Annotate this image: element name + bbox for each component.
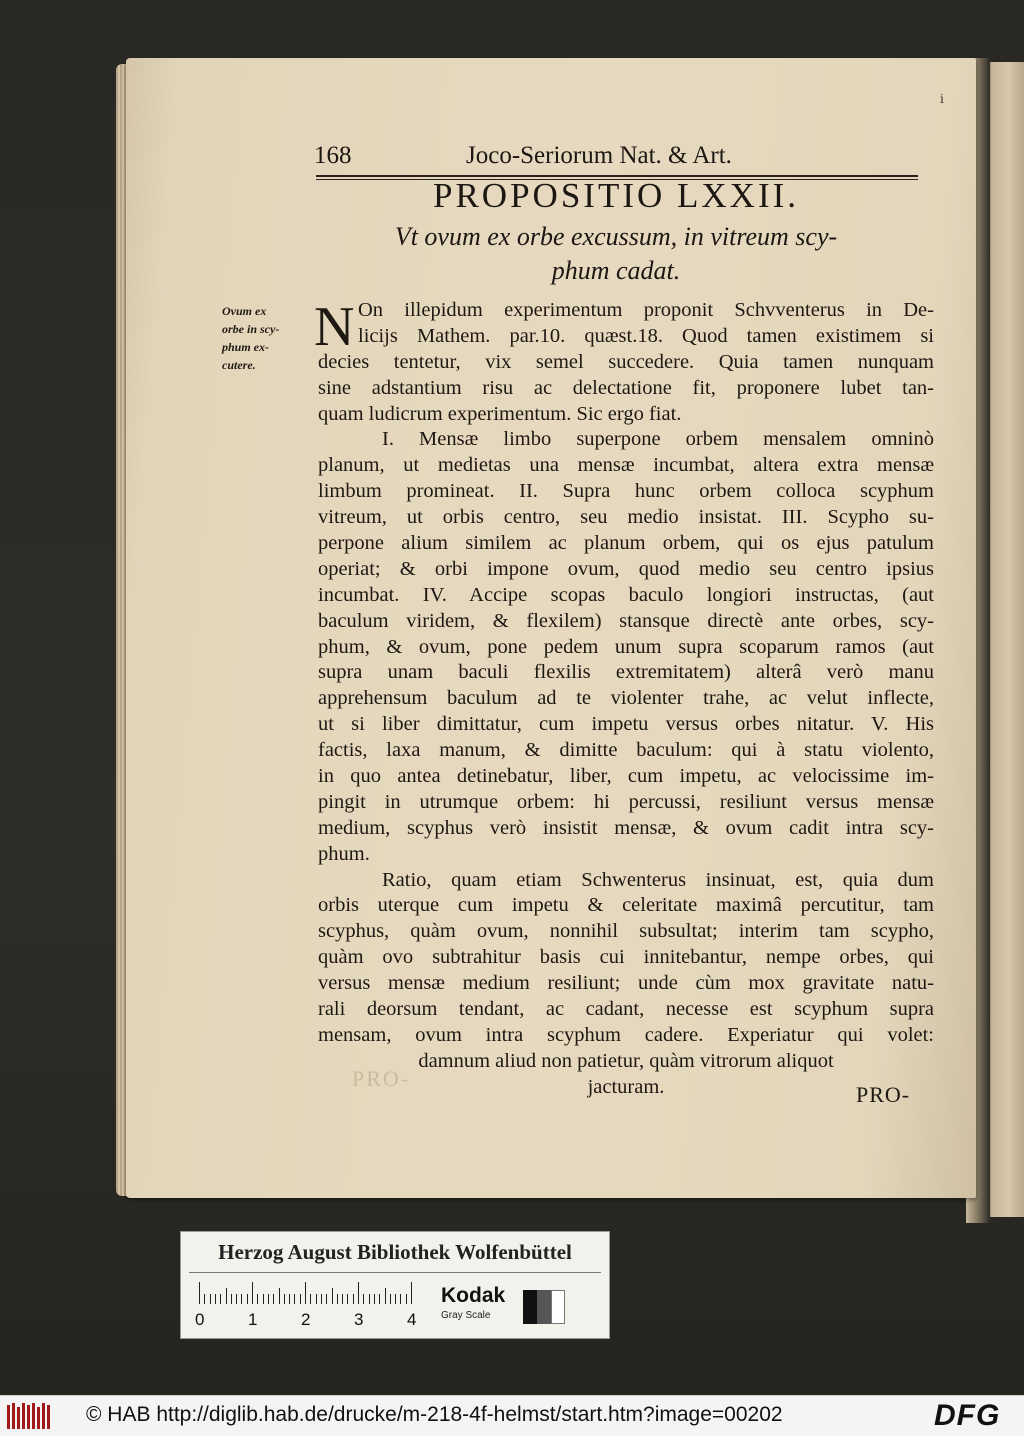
body-line: versus mensæ medium resiliunt; unde cùm mox gravitate natu- [318,972,934,995]
ruler-tick [332,1288,333,1304]
drop-capital: N [314,296,355,358]
body-line: incumbat. IV. Accipe scopas baculo longiori instructas, (aut [318,583,934,606]
body-line: ut si liber dimittatur, cum impetu versus orbes nitatur. V. His [318,713,934,736]
ruler-number: 2 [301,1310,311,1329]
facing-page-edge [985,62,1024,1217]
ruler-tick [395,1294,396,1304]
body-line: phum, & ovum, pone pedem unum supra scoparum ramos (aut [318,635,934,658]
library-color-card [180,1231,610,1339]
ruler-tick [257,1294,258,1304]
ruler-tick [241,1294,242,1304]
body-line: decies tentetur, vix semel succedere. Quia tamen nunquam [318,350,934,373]
running-title: Joco-Seriorum Nat. & Art. [466,142,732,169]
ruler-tick [210,1294,211,1304]
ruler-tick [379,1294,380,1304]
dfg-logo: DFG [934,1399,1001,1432]
body-line: mensam, ovum intra scyphum cadere. Experiatur qui volet: [318,1023,934,1046]
ruler-tick [326,1294,327,1304]
marginal-line: phum ex- [222,340,270,354]
hab-logo-icon [6,1401,52,1431]
ruler-number: 3 [354,1310,364,1329]
ruler-tick [321,1294,322,1304]
body-line: supra unam baculi flexilis extremitatem) alterâ verò manu [318,661,934,684]
ruler-tick [316,1294,317,1304]
ruler-number: 0 [195,1310,205,1329]
subtitle-line: phum cadat. [551,256,681,285]
body-line: On illepidum experimentum proponit Schvventerus in De- [358,299,934,321]
ruler-tick [220,1294,221,1304]
kodak-logo: Kodak [441,1284,506,1307]
ruler-tick [226,1288,227,1304]
gray-swatch-dark [537,1290,551,1324]
marginal-note [222,302,308,374]
ruler-tick [358,1282,359,1304]
ruler-tick [347,1294,348,1304]
ruler-tick [406,1294,407,1304]
show-through-text: PRO- [352,1066,411,1091]
ruler-tick [279,1288,280,1304]
ruler-tick [363,1294,364,1304]
ruler-tick [385,1288,386,1304]
ruler-tick [268,1294,269,1304]
body-line: quàm ovo subtrahitur basis cui innitebantur, nempe orbes, qui [318,946,934,969]
ruler-tick [284,1294,285,1304]
ruler-tick [305,1282,306,1304]
proposition-title: PROPOSITIO LXXII. [433,176,799,215]
ruler-tick [369,1294,370,1304]
gray-swatch-black [523,1290,537,1324]
ruler-tick [300,1294,301,1304]
ruler-number: 4 [407,1310,417,1329]
body-line: perpone alium similem ac planum orbem, qui os ejus patulum [318,532,934,555]
catchword: PRO- [856,1082,911,1107]
scale-ruler [193,1280,595,1330]
ruler-tick [411,1282,412,1304]
body-line: apprehensum baculum ad te violenter trahe, ac velut inflecte, [318,687,934,710]
gray-swatch-white [551,1290,565,1324]
page-number: 168 [314,142,352,169]
ruler-tick [289,1294,290,1304]
marginal-line: orbe in scy- [222,322,280,336]
body-line: jacturam. [587,1075,665,1098]
body-line: scyphus, quàm ovum, nonnihil subsultat; interim tam scypho, [318,920,934,943]
body-line: planum, ut medietas una mensæ incumbat, altera extra mensæ [318,454,934,477]
body-line: vitreum, ut orbis centro, seu medio insistat. III. Scypho su- [318,506,934,529]
ruler-tick [374,1294,375,1304]
body-line: pingit in utrumque orbem: hi percussi, resiliunt versus mensæ [318,790,934,813]
library-name: Herzog August Bibliothek Wolfenbüttel [218,1240,572,1264]
ruler-tick [342,1294,343,1304]
marginal-line: Ovum ex [222,304,267,318]
body-line: limbum promineat. II. Supra hunc orbem colloca scyphum [318,480,934,503]
ruler-tick [199,1282,200,1304]
gray-scale-label: Gray Scale [441,1310,491,1321]
ruler-tick [215,1294,216,1304]
ruler-tick [236,1294,237,1304]
body-line: in quo antea detinebatur, liber, cum impetu, ac velocissime im- [318,765,934,788]
body-line: baculum viridem, & flexilem) stansque directè ante orbes, scy- [318,609,934,632]
card-divider [189,1272,601,1273]
corner-mark: i [940,92,944,106]
ruler-tick [400,1294,401,1304]
body-line: factis, laxa manum, & dimitte baculum: qui à statu violento, [318,739,934,762]
ruler-tick [337,1294,338,1304]
marginal-line: cutere. [222,358,256,372]
copyright-url[interactable]: © HAB http://diglib.hab.de/drucke/m-218-4f-helmst/start.htm?image=00202 [86,1403,783,1426]
ruler-tick [353,1294,354,1304]
ruler-tick [247,1294,248,1304]
body-line: damnum aliud non patietur, quàm vitrorum aliquot [418,1049,834,1072]
ruler-number: 1 [248,1310,258,1329]
running-head [314,138,918,178]
ruler-tick [252,1282,253,1304]
ruler-tick [273,1294,274,1304]
footer-bar [0,1395,1024,1436]
body-line: medium, scyphus verò insistit mensæ, & ovum cadit intra scy- [318,816,934,839]
subtitle-line: Vt ovum ex orbe excussum, in vitreum scy- [394,222,838,251]
body-text [318,298,934,1101]
ruler-tick [204,1294,205,1304]
ruler-tick [263,1294,264,1304]
body-line: orbis uterque cum impetu & celeritate maximâ percutitur, tam [318,894,934,917]
ruler-tick [231,1294,232,1304]
body-line: operiat; & orbi impone ovum, quod medio seu centro ipsius [318,557,934,580]
ruler-tick [294,1294,295,1304]
ruler-tick [310,1294,311,1304]
body-line: Ratio, quam etiam Schwenterus insinuat, est, quia dum [382,868,934,891]
ruler-tick [390,1294,391,1304]
body-line: I. Mensæ limbo superpone orbem mensalem omninò [382,428,934,451]
body-line: quam ludicrum experimentum. Sic ergo fiat. [318,402,682,425]
body-line: phum. [318,842,370,865]
body-line: rali deorsum tendant, ac cadant, necesse est scyphum supra [318,998,934,1021]
proposition-subtitle [316,220,916,288]
body-line: licijs Mathem. par.10. quæst.18. Quod tamen existimem si [358,324,934,347]
body-line: sine adstantium risu ac delectatione fit, proponere lubet tan- [318,376,934,399]
